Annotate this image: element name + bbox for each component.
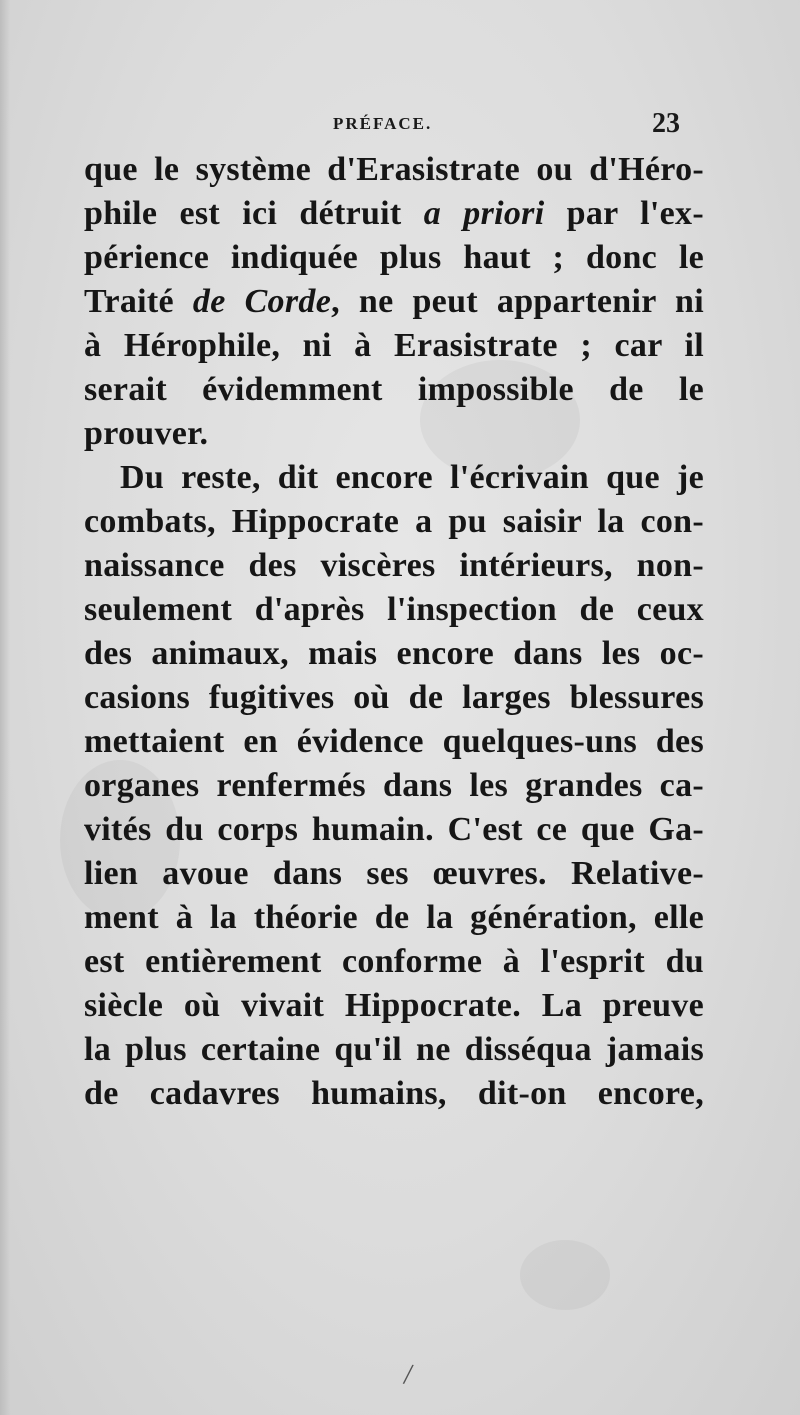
text-line: ment à la théorie de la génération, elle — [84, 899, 704, 936]
text-segment: par l'ex- — [566, 195, 704, 232]
text-line: naissance des viscères intérieurs, non- — [84, 547, 704, 584]
text-line: combats, Hippocrate a pu saisir la con- — [84, 503, 704, 540]
text-line: prouver. — [84, 415, 209, 452]
text-segment: , ne peut appartenir ni — [331, 283, 704, 320]
page-edge-shadow — [0, 0, 10, 1415]
text-line: des animaux, mais encore dans les oc- — [84, 635, 704, 672]
paper-stain — [520, 1240, 610, 1310]
text-line: que le système d'Erasistrate ou d'Héro- — [84, 151, 704, 188]
stray-pen-mark: / — [401, 1357, 415, 1392]
text-line: casions fugitives où de larges blessures — [84, 679, 704, 716]
text-line: vités du corps humain. C'est ce que Ga- — [84, 811, 704, 848]
text-line: à Hérophile, ni à Erasistrate ; car il — [84, 327, 704, 364]
body-text — [84, 148, 704, 1116]
page-number: 23 — [652, 108, 680, 139]
text-line: siècle où vivait Hippocrate. La preuve — [84, 987, 704, 1024]
text-line: est entièrement conforme à l'esprit du — [84, 943, 704, 980]
text-line — [84, 280, 704, 324]
paragraph-first-line: Du reste, dit encore l'écrivain que je — [120, 459, 704, 496]
text-line: périence indiquée plus haut ; donc le — [84, 239, 704, 276]
text-line — [84, 192, 704, 236]
text-line: serait évidemment impossible de le — [84, 371, 704, 408]
text-line: seulement d'après l'inspection de ceux — [84, 591, 704, 628]
text-segment: phile est ici détruit — [84, 195, 402, 232]
text-line: organes renfermés dans les grandes ca- — [84, 767, 704, 804]
text-segment: Traité — [84, 283, 174, 320]
italic-text: a priori — [423, 195, 545, 232]
text-line: de cadavres humains, dit-on encore, — [84, 1075, 704, 1112]
text-line: lien avoue dans ses œuvres. Relative- — [84, 855, 704, 892]
italic-text: de Corde — [192, 283, 332, 320]
running-header — [0, 108, 800, 142]
text-line: la plus certaine qu'il ne disséqua jamais — [84, 1031, 704, 1068]
header-title: PRÉFACE. — [333, 114, 433, 133]
text-line: mettaient en évidence quelques-uns des — [84, 723, 704, 760]
